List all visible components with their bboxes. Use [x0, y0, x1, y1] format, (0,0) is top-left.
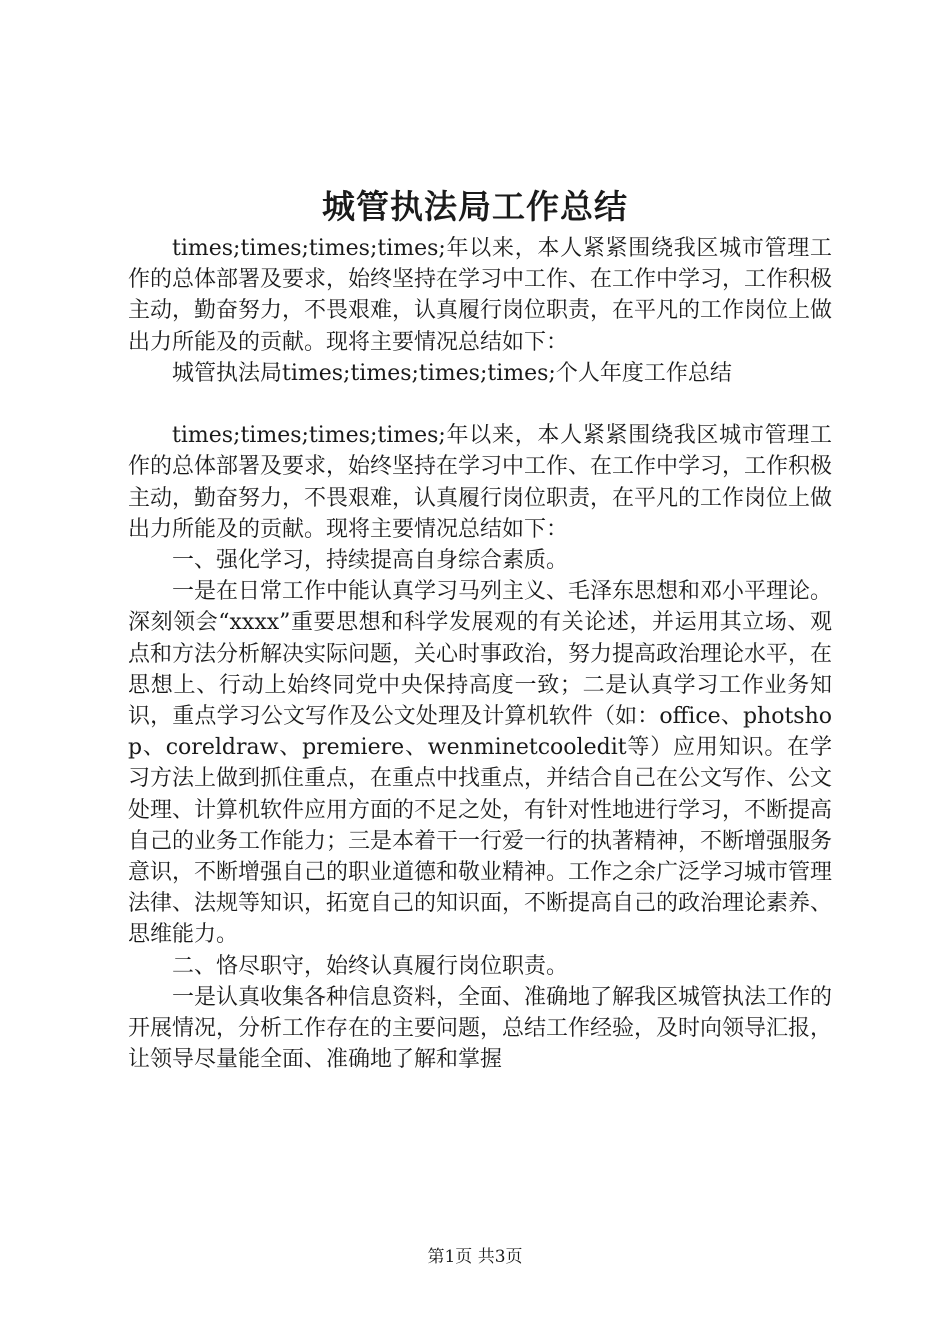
section-heading: 二、恪尽职守，始终认真履行岗位职责。 — [172, 953, 569, 979]
section-heading: 一、强化学习，持续提高自身综合素质。 — [172, 548, 569, 574]
paragraph: 一是在日常工作中能认真学习马列主义、毛泽东思想和邓小平理论。深刻领会“xxxx”重要思想和科学发展观的有关论述，并运用其立场、观点和方法分析解决实际问题，关心时事政治，努力提高政治理论水平，在思想上、行动上始终同党中央保持高度一致；二是认真学习工作业务知识，重点学习公文写作及公文处理及计算机软件（如：office、photshop、coreldraw、premiere、wenminetcooledit等）应用知识。在学习方法上做到抓住重点，在重点中找重点，并结合自己在公文写作、公文处理、计算机软件应用方面的不足之处，有针对性地进行学习，不断提高自己的业务工作能力；三是本着干一行爱一行的执著精神，不断增强服务意识，不断增强自己的职业道德和敬业精神。工作之余广泛学习城市管理法律、法规等知识，拓宽自己的知识面，不断提高自己的政治理论素养、思维能力。 — [128, 579, 833, 948]
paragraph: times;times;times;times;年以来，本人紧紧围绕我区城市管理工作的总体部署及要求，始终坚持在学习中工作、在工作中学习，工作积极主动，勤奋努力，不畏艰难，认真履行岗位职责，在平凡的工作岗位上做出力所能及的贡献。现将主要情况总结如下： — [128, 423, 833, 542]
blank-line — [128, 389, 832, 420]
document-title: 城管执法局工作总结 — [322, 187, 628, 226]
paragraph: 一是认真收集各种信息资料，全面、准确地了解我区城管执法工作的开展情况，分析工作存在的主要问题，总结工作经验，及时向领导汇报，让领导尽量能全面、准确地了解和掌握 — [128, 984, 833, 1073]
paragraph: times;times;times;times;年以来，本人紧紧围绕我区城市管理工作的总体部署及要求，始终坚持在学习中工作、在工作中学习，工作积极主动，勤奋努力，不畏艰难，认真履行岗位职责，在平凡的工作岗位上做出力所能及的贡献。现将主要情况总结如下： — [128, 236, 833, 355]
document-body — [128, 233, 832, 1075]
paragraph: 城管执法局times;times;times;times;个人年度工作总结 — [172, 360, 732, 386]
page-number: 第1页 共3页 — [427, 1247, 523, 1267]
